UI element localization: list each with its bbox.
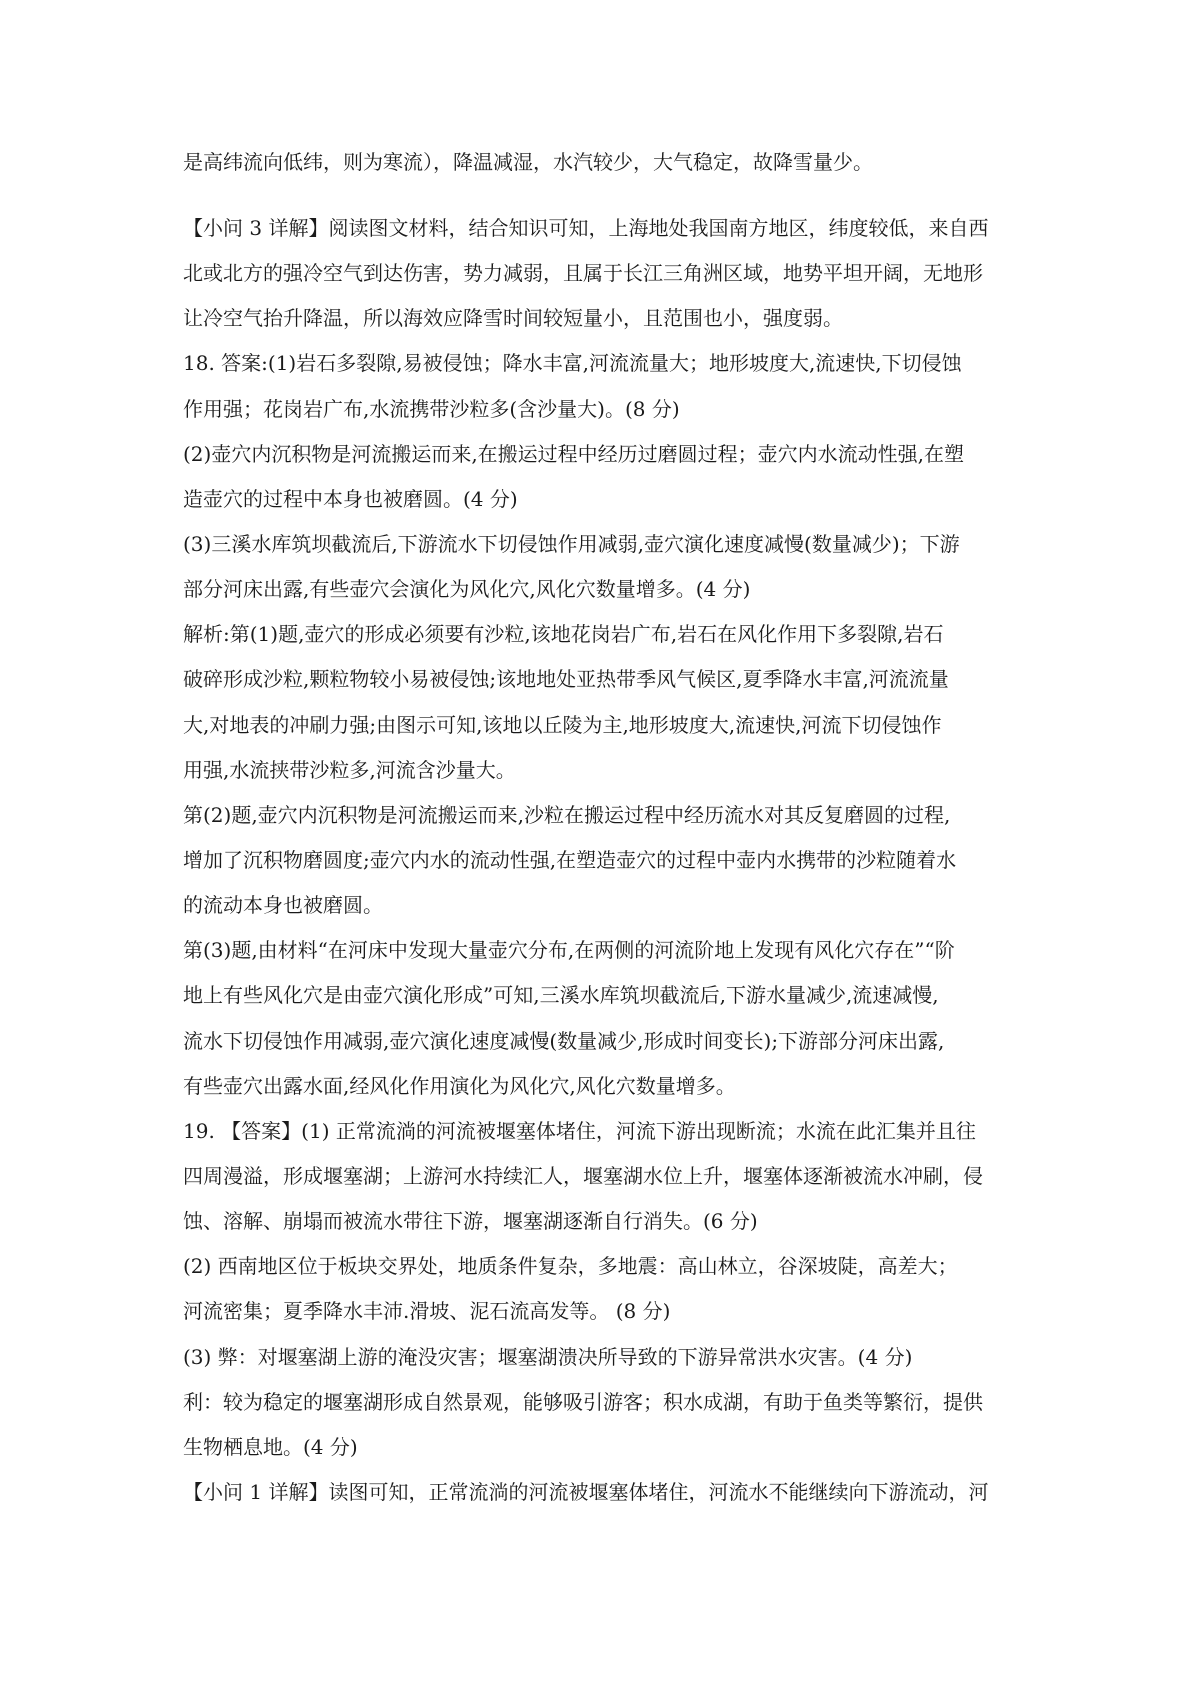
text-line: 利：较为稳定的堰塞湖形成自然景观，能够吸引游客；积水成湖，有助于鱼类等繁衍，提供 [183, 1390, 983, 1414]
text-line: 【小问 1 详解】读图可知，正常流淌的河流被堰塞体堵住，河流水不能继续向下游流动，河 [183, 1480, 989, 1504]
text-line: 地上有些风化穴是由壶穴演化形成”可知,三溪水库筑坝截流后,下游水量减少,流速减慢, [183, 983, 939, 1007]
text-line: 流水下切侵蚀作用减弱,壶穴演化速度减慢(数量减少,形成时间变长);下游部分河床出露, [183, 1029, 945, 1053]
text-line: 有些壶穴出露水面,经风化作用演化为风化穴,风化穴数量增多。 [183, 1074, 736, 1098]
text-line: 增加了沉积物磨圆度;壶穴内水的流动性强,在塑造壶穴的过程中壶内水携带的沙粒随着水 [183, 848, 957, 872]
text-line: 让冷空气抬升降温，所以海效应降雪时间较短量小，且范围也小，强度弱。 [183, 306, 843, 330]
text-line: (2)壶穴内沉积物是河流搬运而来,在搬运过程中经历过磨圆过程；壶穴内水流动性强,在塑 [183, 442, 965, 466]
text-line: (3)三溪水库筑坝截流后,下游流水下切侵蚀作用减弱,壶穴演化速度减慢(数量减少)；下游 [183, 532, 960, 556]
text-line: 18. 答案:(1)岩石多裂隙,易被侵蚀；降水丰富,河流流量大；地形坡度大,流速快,下切侵蚀 [183, 351, 962, 375]
text-line: 大,对地表的冲刷力强;由图示可知,该地以丘陵为主,地形坡度大,流速快,河流下切侵蚀作 [183, 713, 942, 737]
text-line: 19. 【答案】(1) 正常流淌的河流被堰塞体堵住，河流下游出现断流；水流在此汇集并且往 [183, 1119, 976, 1143]
text-line: 是高纬流向低纬，则为寒流），降温减湿，水汽较少，大气稳定，故降雪量少。 [183, 150, 873, 174]
text-line: (2) 西南地区位于板块交界处，地质条件复杂，多地震：高山林立，谷深坡陡，高差大； [183, 1254, 958, 1278]
text-line: 用强,水流挟带沙粒多,河流含沙量大。 [183, 758, 516, 782]
text-line: 破碎形成沙粒,颗粒物较小易被侵蚀;该地地处亚热带季风气候区,夏季降水丰富,河流流量 [183, 667, 949, 691]
text-line: 解析:第(1)题,壶穴的形成必须要有沙粒,该地花岗岩广布,岩石在风化作用下多裂隙,岩石 [183, 622, 944, 646]
text-line: 部分河床出露,有些壶穴会演化为风化穴,风化穴数量增多。(4 分) [183, 577, 751, 601]
text-line: 造壶穴的过程中本身也被磨圆。(4 分) [183, 487, 518, 511]
text-line: 蚀、溶解、崩塌而被流水带往下游，堰塞湖逐渐自行消失。(6 分) [183, 1209, 758, 1233]
text-line: 河流密集；夏季降水丰沛.滑坡、泥石流高发等。 (8 分) [183, 1299, 671, 1323]
text-line: 生物栖息地。(4 分) [183, 1435, 358, 1459]
text-line: 作用强；花岗岩广布,水流携带沙粒多(含沙量大)。(8 分) [183, 397, 680, 421]
text-line: (3) 弊：对堰塞湖上游的淹没灾害；堰塞湖溃决所导致的下游异常洪水灾害。(4 分) [183, 1345, 913, 1369]
text-line: 四周漫溢，形成堰塞湖；上游河水持续汇人，堰塞湖水位上升，堰塞体逐渐被流水冲刷，侵 [183, 1164, 983, 1188]
text-line: 的流动本身也被磨圆。 [183, 893, 383, 917]
text-line: 第(2)题,壶穴内沉积物是河流搬运而来,沙粒在搬运过程中经历流水对其反复磨圆的过程, [183, 803, 951, 827]
text-line: 第(3)题,由材料“在河床中发现大量壶穴分布,在两侧的河流阶地上发现有风化穴存在”“阶 [183, 938, 955, 962]
text-line: 【小问 3 详解】阅读图文材料，结合知识可知，上海地处我国南方地区，纬度较低，来自西 [183, 216, 989, 240]
text-line: 北或北方的强冷空气到达伤害，势力减弱，且属于长江三角洲区域，地势平坦开阔，无地形 [183, 261, 983, 285]
